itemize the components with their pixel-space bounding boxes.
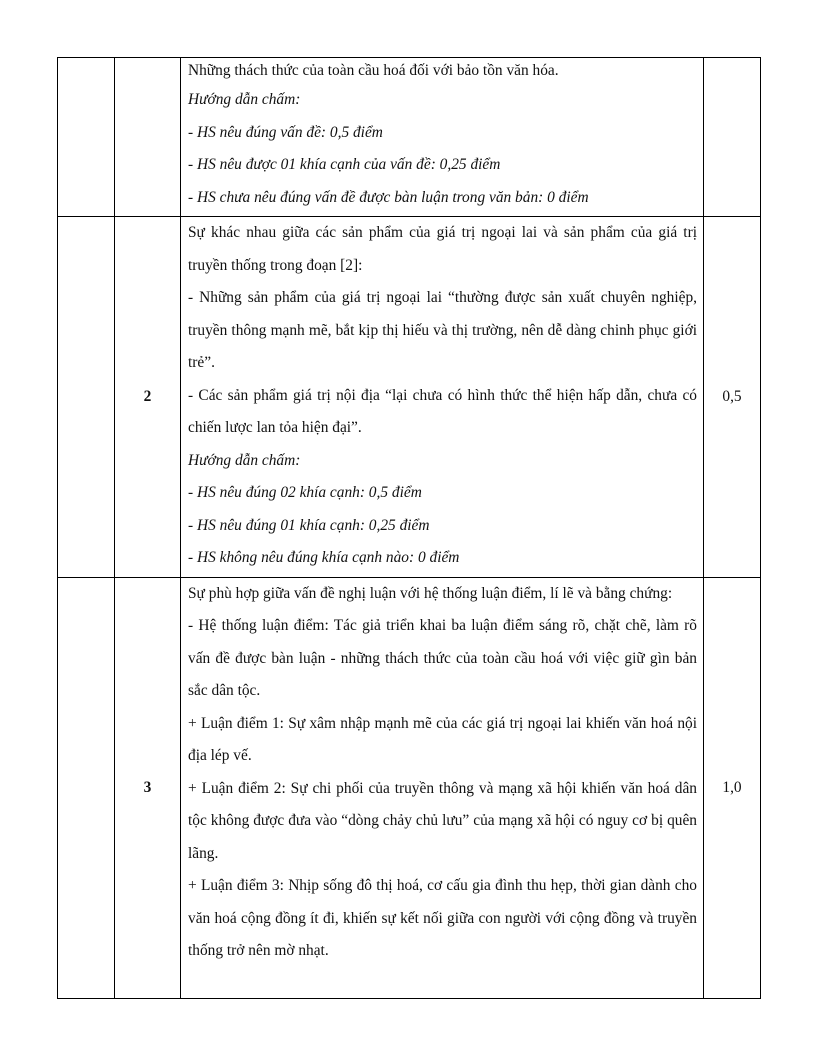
table-row	[58, 217, 761, 578]
grading-table	[57, 57, 761, 999]
grading-criterion: - HS nêu được 01 khía cạnh của vấn đề: 0,25 điểm	[188, 156, 501, 173]
grading-criterion: - HS nêu đúng 02 khía cạnh: 0,5 điểm	[188, 484, 422, 501]
answer-content	[181, 577, 704, 998]
answer-line: Sự phù hợp giữa vấn đề nghị luận với hệ thống luận điểm, lí lẽ và bằng chứng:	[188, 584, 673, 602]
answer-line: - Những sản phẩm của giá trị ngoại lai “thường được sản xuất chuyên nghiệp, truyền thông mạnh mẽ, bắt kịp thị hiếu và thị trường, nên dễ dàng chinh phục giới trẻ”.	[188, 289, 697, 371]
question-number: 2	[115, 217, 181, 578]
answer-content	[181, 217, 704, 578]
table-row	[58, 577, 761, 998]
answer-line: Sự khác nhau giữa các sản phẩm của giá trị ngoại lai và sản phẩm của giá trị truyền thống trong đoạn [2]:	[188, 224, 697, 274]
answer-line: - Các sản phẩm giá trị nội địa “lại chưa có hình thức thể hiện hấp dẫn, chưa có chiến lược lan tỏa hiện đại”.	[188, 386, 697, 436]
score-cell	[704, 58, 761, 217]
grading-guide-heading: Hướng dẫn chấm:	[188, 91, 301, 108]
score-cell: 1,0	[704, 577, 761, 998]
answer-line: - Hệ thống luận điểm: Tác giả triển khai ba luận điểm sáng rõ, chặt chẽ, làm rõ vấn đề được bàn luận - những thách thức của toàn cầu hoá với việc giữ gìn bản sắc dân tộc.	[188, 617, 697, 699]
answer-line: Những thách thức của toàn cầu hoá đối với bảo tồn văn hóa.	[188, 62, 559, 79]
answer-content	[181, 58, 704, 217]
answer-line: + Luận điểm 1: Sự xâm nhập mạnh mẽ của các giá trị ngoại lai khiến văn hoá nội địa lép vế.	[188, 714, 697, 764]
section-cell	[58, 577, 115, 998]
table-row	[58, 58, 761, 217]
grading-criterion: - HS nêu đúng 01 khía cạnh: 0,25 điểm	[188, 516, 430, 534]
score-cell: 0,5	[704, 217, 761, 578]
section-cell	[58, 58, 115, 217]
answer-key-page	[57, 57, 760, 999]
answer-line: + Luận điểm 2: Sự chi phối của truyền thông và mạng xã hội khiến văn hoá dân tộc không được đưa vào “dòng chảy chủ lưu” của mạng xã hội có nguy cơ bị quên lãng.	[188, 779, 697, 862]
grading-criterion: - HS không nêu đúng khía cạnh nào: 0 điểm	[188, 549, 460, 566]
question-number	[115, 58, 181, 217]
answer-line: + Luận điểm 3: Nhịp sống đô thị hoá, cơ cấu gia đình thu hẹp, thời gian dành cho văn hoá cộng đồng ít đi, khiến sự kết nối giữa con người với cộng đồng và truyền thống trở nên mờ nhạt.	[188, 877, 697, 959]
question-number: 3	[115, 577, 181, 998]
grading-criterion: - HS nêu đúng vấn đề: 0,5 điểm	[188, 123, 383, 141]
grading-guide-heading: Hướng dẫn chấm:	[188, 451, 301, 469]
grading-criterion: - HS chưa nêu đúng vấn đề được bàn luận trong văn bản: 0 điểm	[188, 188, 589, 206]
section-cell	[58, 217, 115, 578]
